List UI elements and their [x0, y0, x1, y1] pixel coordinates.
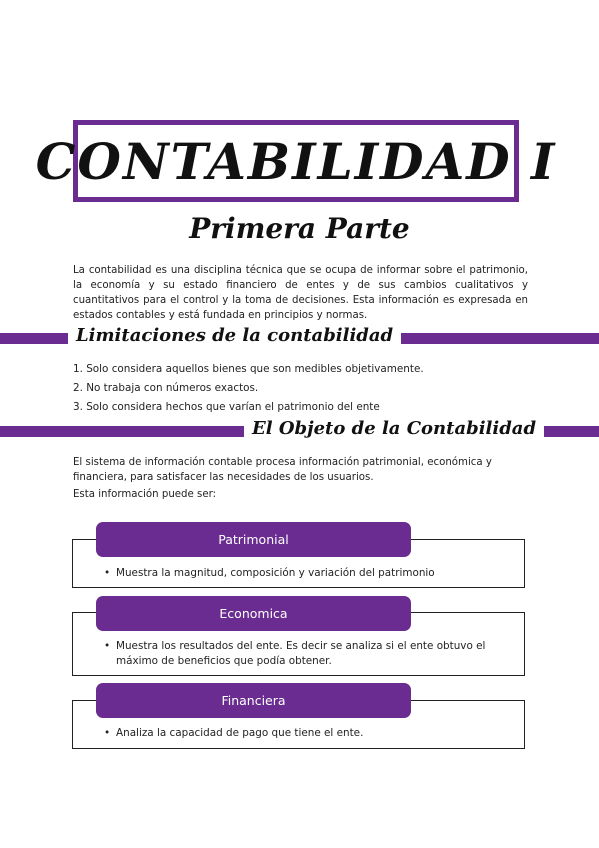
intro-paragraph: La contabilidad es una disciplina técnica que se ocupa de informar sobre el patrimonio, la economía y su estado financiero de entes y de sus cambios cualitativos y cuantitativos para el control y la toma de decisiones. Esta información es expresada en estados contables y está fundada en principios y normas.: [73, 265, 528, 321]
objeto-lead: Esta información puede ser:: [73, 489, 217, 500]
pill-financiera: [96, 683, 411, 718]
limitacion-item-3: 3. Solo considera hechos que varían el patrimonio del ente: [73, 401, 380, 413]
pill-economica: [96, 596, 411, 631]
bullet: •: [104, 567, 111, 579]
card-text-financiera: [104, 726, 514, 741]
pill-label: Patrimonial: [218, 532, 289, 547]
pill-patrimonial: [96, 522, 411, 557]
limitacion-item-2: 2. No trabaja con números exactos.: [73, 382, 259, 394]
bullet: •: [104, 727, 111, 739]
section-heading-limitaciones: Limitaciones de la contabilidad: [68, 325, 401, 346]
pill-label: Financiera: [221, 693, 286, 708]
section-heading-objeto: El Objeto de la Contabilidad: [244, 418, 544, 439]
bullet: •: [104, 640, 111, 652]
card-text: Analiza la capacidad de pago que tiene el ente.: [116, 727, 364, 739]
limitacion-item-1: 1. Solo considera aquellos bienes que son medibles objetivamente.: [73, 363, 424, 375]
objeto-paragraph: El sistema de información contable procesa información patrimonial, económica y financiera, para satisfacer las necesidades de los usuarios.: [73, 457, 492, 483]
page-title: CONTABILIDAD I: [35, 131, 557, 191]
pill-label: Economica: [219, 606, 288, 621]
title-box: [35, 120, 557, 202]
card-text: Muestra los resultados del ente. Es decir se analiza si el ente obtuvo el máximo de beneficios que podía obtener.: [116, 640, 486, 667]
card-text-patrimonial: [104, 566, 514, 581]
card-text-economica: [104, 639, 501, 669]
page-subtitle: Primera Parte: [189, 212, 410, 245]
card-text: Muestra la magnitud, composición y variación del patrimonio: [116, 567, 435, 579]
